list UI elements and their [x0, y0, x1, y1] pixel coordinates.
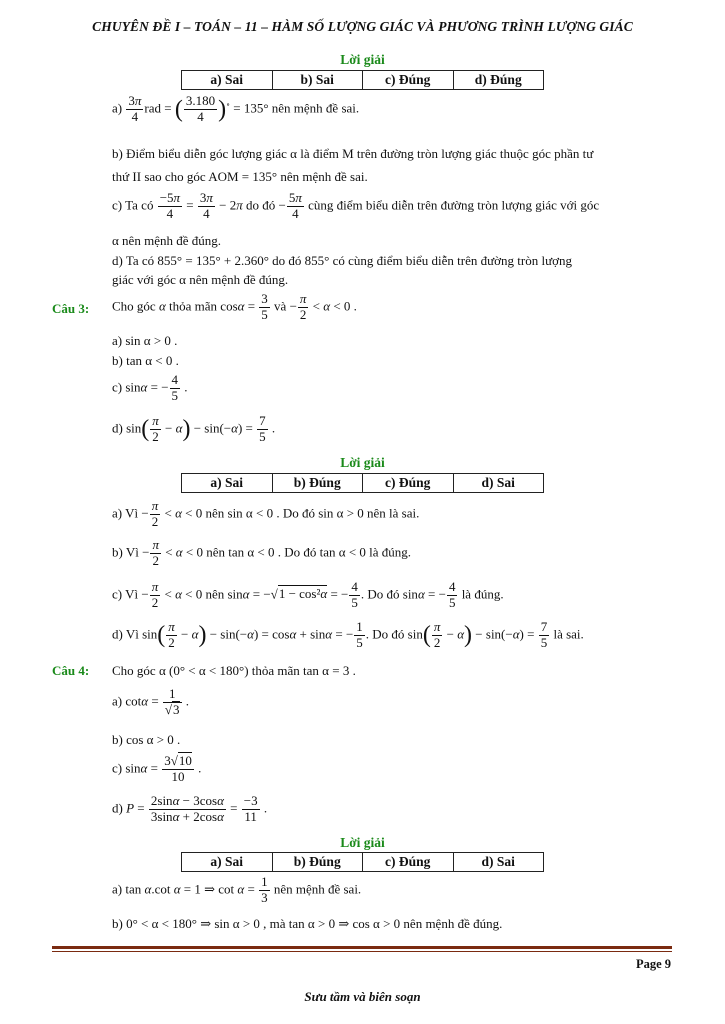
answer-cell: b) Sai: [272, 71, 363, 90]
answer-cell: c) Đúng: [363, 474, 454, 493]
answer-cell: b) Đúng: [272, 474, 363, 493]
q3-sol-a: a) Vì − $\frac{\pi}{2}$ < α < 0 nên sin α < 0 . Do đó sin α > 0 nên là sai.: [112, 498, 420, 529]
page-header: CHUYÊN ĐỀ I – TOÁN – 11 – HÀM SỐ LƯỢNG GIÁC VÀ PHƯƠNG TRÌNH LƯỢNG GIÁC: [92, 19, 633, 34]
answer-table-q4: [181, 852, 544, 872]
answer-cell: d) Sai: [453, 474, 544, 493]
answer-table-q3: [181, 473, 544, 493]
q4-stmt-a: a) cotα = $\frac{1}{√3}$ .: [112, 686, 190, 717]
q4-stmt-c: c) sinα = $\frac{3√10}{10}$ .: [112, 753, 202, 784]
q2-sol-d-2: giác với góc α nên mệnh đề đúng.: [112, 272, 289, 287]
q3-sol-b-tail: nên tan α < 0 . Do đó tan α < 0 là đúng.: [206, 544, 412, 560]
q4-sol-b: b) 0° < α < 180° ⇒ sin α > 0 , mà tan α > 0 ⇒ cos α > 0 nên mệnh đề đúng.: [112, 916, 503, 931]
q2-sol-c-tail: cùng điểm biểu diễn trên đường tròn lượng giác với góc: [308, 197, 600, 213]
page-number: Page 9: [635, 957, 671, 971]
q3-sol-a-tail: nên sin α < 0 . Do đó sin α > 0 nên là sai.: [205, 505, 420, 521]
answer-cell: a) Sai: [182, 474, 273, 493]
solution-label: Lời giải: [340, 455, 385, 470]
q2-sol-b-1: b) Điểm biểu diễn góc lượng giác α là điểm M trên đường tròn lượng giác thuộc góc phần tư: [112, 146, 594, 161]
q4-stmt-d: d) P = $\frac{2\sin\alpha - 3\cos\alpha}{3\sin\alpha + 2\cos\alpha}$ = $\frac{-3}{11}$ .: [112, 793, 268, 824]
q2-sol-c: c) Ta có $\frac{-5\pi}{4}$ = $\frac{3\pi}{4}$ − 2π do đó − $\frac{5\pi}{4}$ cùng điểm biểu diễn trên đường tròn lượng giác với góc: [112, 190, 600, 221]
q4-sol-a-tail: nên mệnh đề sai.: [273, 881, 362, 897]
q4-stmt-b: b) cos α > 0 .: [112, 732, 181, 747]
answer-cell: c) Đúng: [363, 853, 454, 872]
q2-sol-b-2: thứ II sao cho góc AOM = 135° nên mệnh đề sai.: [112, 169, 368, 184]
answer-cell: c) Đúng: [363, 71, 454, 90]
q3-label: Câu 3:: [52, 301, 90, 316]
answer-table-q2: [181, 70, 544, 90]
answer-cell: d) Sai: [453, 853, 544, 872]
q4-label: Câu 4:: [52, 663, 90, 678]
answer-cell: d) Đúng: [453, 71, 544, 90]
solution-label: Lời giải: [340, 835, 385, 850]
q3-stmt-d: d) sin( $\frac{\pi}{2}$ − α) − sin(−α) = $\frac{7}{5}$ .: [112, 413, 276, 444]
q2-sol-a: a) $\frac{3\pi}{4}$ rad = ( $\frac{3.180}{4}$ )∘ = 135° nên mệnh đề sai.: [112, 93, 360, 124]
q3-sol-c: c) Vì − $\frac{\pi}{2}$ < α < 0 nên sinα = −√1 − cos²α = − $\frac{4}{5}$ . Do đó sinα = − $\frac{4}{5}$ là đúng.: [112, 579, 504, 610]
q3-stmt-c: c) sinα = − $\frac{4}{5}$ .: [112, 372, 188, 403]
q3-sol-c-end: là đúng.: [461, 586, 504, 602]
footer-rule: [52, 946, 672, 949]
q3-sol-b: b) Vì − $\frac{\pi}{2}$ < α < 0 nên tan α < 0 . Do đó tan α < 0 là đúng.: [112, 537, 412, 568]
q3-sol-d-end: là sai.: [553, 626, 584, 642]
answer-cell: a) Sai: [182, 853, 273, 872]
q3-stmt-a: a) sin α > 0 .: [112, 333, 178, 348]
answer-cell: b) Đúng: [272, 853, 363, 872]
solution-label: Lời giải: [340, 52, 385, 67]
q2-sol-c-2: α nên mệnh đề đúng.: [112, 233, 221, 248]
answer-cell: a) Sai: [182, 71, 273, 90]
q4-statement: Cho góc α (0° < α < 180°) thỏa mãn tan α = 3 .: [112, 663, 356, 678]
q3-stmt-b: b) tan α < 0 .: [112, 353, 179, 368]
q2-sol-a-tail: nên mệnh đề sai.: [271, 100, 360, 116]
q2-sol-d-1: d) Ta có 855° = 135° + 2.360° do đó 855° có cùng điểm biểu diễn trên đường tròn lượng: [112, 253, 573, 268]
footer-rule-thin: [52, 951, 672, 952]
q4-sol-a: a) tan α.cot α = 1 ⇒ cot α = $\frac{1}{3}$ nên mệnh đề sai.: [112, 874, 362, 905]
q3-statement: Cho góc α thỏa mãn cosα = $\frac{3}{5}$ và − $\frac{\pi}{2}$ < α < 0 .: [112, 291, 357, 322]
footer-text: Sưu tầm và biên soạn: [304, 989, 421, 1004]
q3-sol-d: d) Vì sin( $\frac{\pi}{2}$ − α) − sin(−α) = cosα + sinα = − $\frac{1}{5}$ . Do đó sin( $\frac{\pi}{2}$ − α) − sin(−α) = $\frac{7}{5}$ là sai.: [112, 619, 584, 650]
